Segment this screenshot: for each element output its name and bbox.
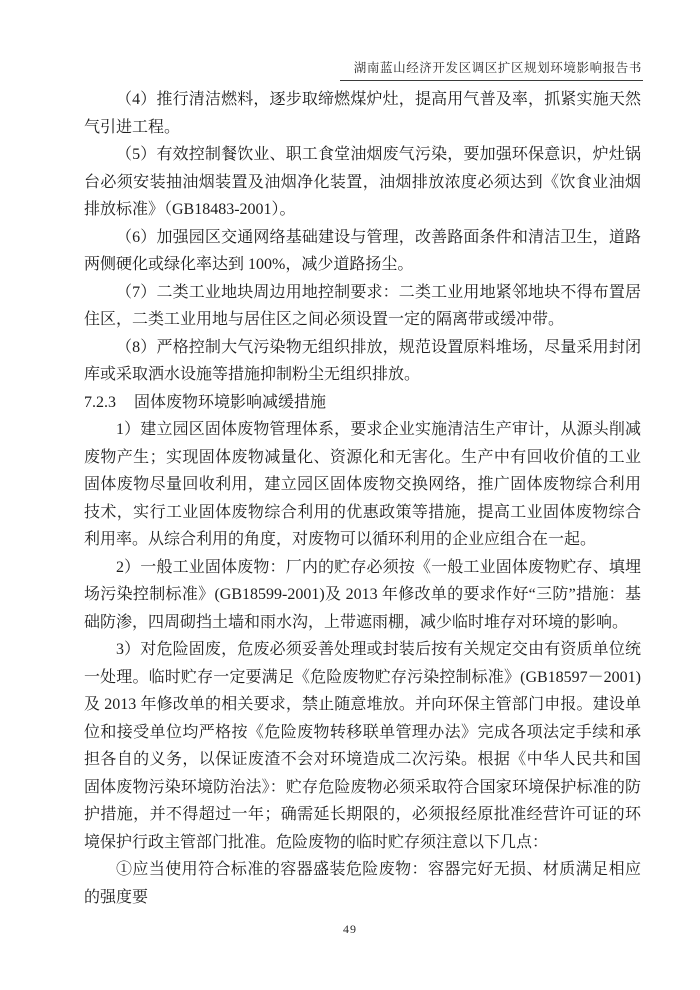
- paragraph-item-6: （6）加强园区交通网络基础建设与管理，改善路面条件和清洁卫生，道路两侧硬化或绿化率达到 100%，减少道路扬尘。: [84, 228, 641, 273]
- paragraph-solid-waste-1: 1）建立园区固体废物管理体系，要求企业实施清洁生产审计，从源头削减废物产生；实现固体废物减量化、资源化和无害化。生产中有回收价值的工业固体废物尽量回收利用，建立园区固体废物交换网络，推广固体废物综合利用技术，实行工业固体废物综合利用的优惠政策等措施，提高工业固体废物综合利用率。从综合利用的角度，对废物可以循环利用的企业应组合在一起。: [84, 421, 641, 548]
- section-heading-title: 固体废物环境影响减缓措施: [134, 393, 327, 411]
- section-heading-number: 7.2.3: [84, 393, 116, 411]
- page-footer: [0, 920, 700, 938]
- paragraph-item-8: （8）严格控制大气污染物无组织排放，规范设置原料堆场，尽量采用封闭库或采取洒水设施等措施抑制粉尘无组织排放。: [84, 338, 641, 383]
- page-header: [84, 58, 643, 81]
- document-body: [84, 86, 641, 911]
- paragraph-solid-waste-2: 2）一般工业固体废物：厂内的贮存必须按《一般工业固体废物贮存、填埋场污染控制标准》(GB18599-2001)及 2013 年修改单的要求作好“三防”措施：基础防渗，四周砌挡土墙和雨水沟，上带遮雨棚，减少临时堆存对环境的影响。: [84, 558, 641, 631]
- page-number: 49: [343, 922, 357, 936]
- header-title: 湖南蓝山经济开发区调区扩区规划环境影响报告书: [340, 58, 643, 81]
- paragraph-solid-waste-3: 3）对危险固废，危废必须妥善处理或封装后按有关规定交由有资质单位统一处理。临时贮存一定要满足《危险废物贮存污染控制标准》(GB18597－2001)及 2013 年修改单的相关要求，禁止随意堆放。并向环保主管部门申报。建设单位和接受单位均严格按《危险废物转移联单管理办法》完成各项法定手续和承担各自的义务，以保证废渣不会对环境造成二次污染。根据《中华人民共和国固体废物污染环境防治法》：贮存危险废物必须采取符合国家环境保护标准的防护措施，并不得超过一年；确需延长期限的，必须报经原批准经营许可证的环境保护行政主管部门批准。危险废物的临时贮存须注意以下几点：: [84, 641, 641, 851]
- paragraph-item-4: （4）推行清洁燃料，逐步取缔燃煤炉灶，提高用气普及率，抓紧实施天然气引进工程。: [84, 91, 641, 136]
- paragraph-hazardous-note-1: ①应当使用符合标准的容器盛装危险废物：容器完好无损、材质满足相应的强度要: [84, 861, 641, 906]
- paragraph-item-5: （5）有效控制餐饮业、职工食堂油烟废气污染，要加强环保意识，炉灶锅台必须安装抽油烟装置及油烟净化装置，油烟排放浓度必须达到《饮食业油烟排放标准》（GB18483-2001）。: [84, 146, 641, 218]
- paragraph-item-7: （7）二类工业地块周边用地控制要求：二类工业用地紧邻地块不得布置居住区，二类工业用地与居住区之间必须设置一定的隔离带或缓冲带。: [84, 283, 641, 328]
- section-heading-7-2-3: [84, 389, 641, 417]
